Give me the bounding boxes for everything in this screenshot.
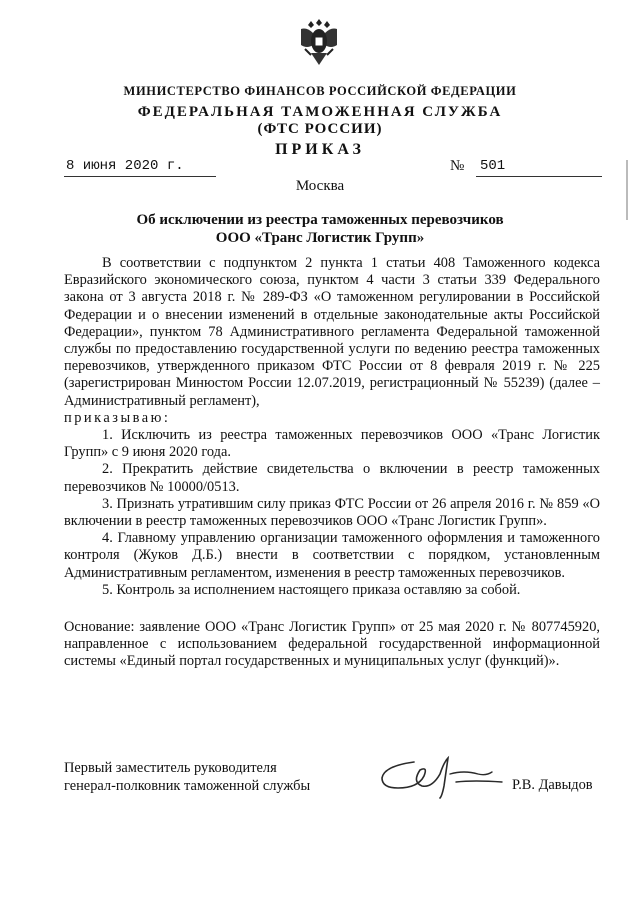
doc-type-heading: ПРИКАЗ (275, 141, 365, 158)
doc-title-line-1: Об исключении из реестра таможенных перевозчиков (136, 212, 504, 228)
service-name: ФЕДЕРАЛЬНАЯ ТАМОЖЕННАЯ СЛУЖБА (137, 104, 503, 120)
signer-position (64, 759, 310, 795)
list-item: 1. Исключить из реестра таможенных перевозчиков ООО «Транс Логистик Групп» с 9 июня 2020 года. (64, 427, 600, 461)
preamble-text: В соответствии с подпунктом 2 пункта 1 статьи 408 Таможенного кодекса Евразийского экономического союза, пунктом 4 части 3 статьи 339 Федерального закона от 3 августа 2018 г. № 289-ФЗ «О таможенном регулировании в Российской Федерации и о внесении изменений в отдельные законодательные акты Российской Федерации», пунктом 78 Административного регламента Федеральной таможенной службы по предоставлению государственной услуги по ведению реестра таможенных перевозчиков, утвержденного приказом ФТС России от 8 февраля 2019 г. № 225 (зарегистрирован Минюстом России 12.07.2019, регистрационный № 55239) (далее – Административный регламент), (64, 255, 600, 409)
signer-name: Р.В. Давыдов (512, 777, 593, 793)
list-item: 4. Главному управлению организации таможенного оформления и таможенного контроля (Жуков Д.Б.) внести в соответствии с порядком, установленным Административным регламентом, изменения в реестр таможенных перевозчиков. (64, 530, 600, 581)
signer-position-line-2: генерал-полковник таможенной службы (64, 778, 311, 794)
signer-position-line-1: Первый заместитель руководителя (64, 760, 277, 776)
doc-body (64, 255, 600, 671)
number-sign: № (450, 158, 465, 174)
list-item: 5. Контроль за исполнением настоящего приказа оставляю за собой. (102, 581, 521, 598)
doc-title-line-2: ООО «Транс Логистик Групп» (215, 230, 425, 246)
coat-of-arms-emblem-icon (297, 15, 341, 69)
list-item: 3. Признать утратившим силу приказ ФТС России от 26 апреля 2016 г. № 859 «О включении в реестр таможенных перевозчиков ООО «Транс Логистик Групп». (64, 495, 600, 530)
margin-mark (624, 160, 630, 220)
service-short-name: (ФТС РОССИИ) (257, 121, 383, 137)
preamble-paragraph (64, 255, 600, 427)
doc-number: 501 (476, 158, 602, 177)
basis-paragraph: Основание: заявление ООО «Транс Логистик Групп» от 25 мая 2020 г. № 807745920, направленное с использованием федеральной государственной информационной системы «Единый портал государственных и муниципальных услуг (функций)». (64, 619, 600, 670)
doc-title (0, 211, 640, 247)
handwritten-signature-icon (374, 752, 514, 800)
list-item: 2. Прекратить действие свидетельства о включении в реестр таможенных перевозчиков № 10000/0513. (64, 461, 600, 495)
ministry-name: МИНИСТЕРСТВО ФИНАНСОВ РОССИЙСКОЙ ФЕДЕРАЦИИ (123, 84, 517, 98)
decree-word: приказываю: (64, 409, 171, 426)
doc-date: 8 июня 2020 г. (64, 158, 216, 177)
doc-city: Москва (295, 178, 345, 194)
